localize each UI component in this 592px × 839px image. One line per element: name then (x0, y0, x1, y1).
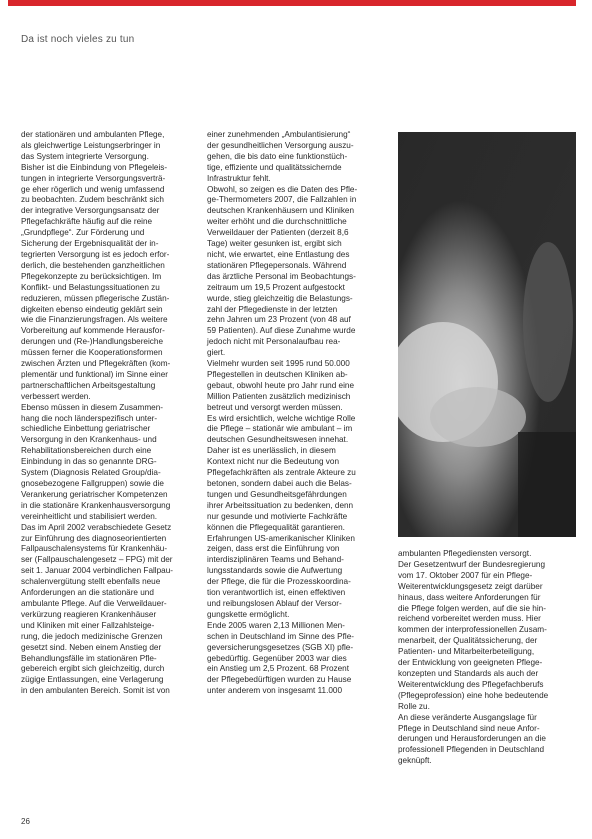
text-column-2: einer zunehmenden „Ambulantisierung“ der gesundheitlichen Versorgung auszu- gehen, die bis dato eine funktionstüch- tige, effiziente und qualitätssichernde Infrastruktur fehlt. Obwohl, so zeigen es die Daten des Pfle- ge-Thermometers 2007, die Fallzahlen in deutschen Krankenhäusern und Kliniken weiter erhöht und die durchschnittliche Verweildauer der Patienten (derzeit 8,6 Tage) weiter gesunken ist, ergibt sich nicht, wie erwartet, eine Entlastung des stationären Pflegepersonals. Während das ärztliche Personal im Beobachtungs- zeitraum um 19,5 Prozent aufgestockt wurde, stieg gleichzeitig die Belastungs- zahl der Pflegedienste in der letzten zehn Jahren um 23 Prozent (von 48 auf 59 Patienten). Auf diese Zunahme wurde jedoch nicht mit Personalaufbau rea- giert. Vielmehr wurden seit 1995 rund 50.000 Pflegestellen in deutschen Kliniken ab- gebaut, obwohl heute pro Jahr rund eine Million Patienten zusätzlich medizinisch betreut und versorgt werden müssen. Es wird ersichtlich, welche wichtige Rolle die Pflege – stationär wie ambulant – im deutschen Gesundheitswesen innehat. Daher ist es unerlässlich, in diesem Kontext nicht nur die Bedeutung von Pflegefachkräften als zentrale Akteure zu betonen, sondern dabei auch die Belas- tungen und Gesundheitsgefährdungen ihrer Arbeitssituation zu bedenken, denn nur gesunde und motivierte Fachkräfte können die Pflegequalität garantieren. Erfahrungen US-amerikanischer Kliniken zeigen, dass erst die Einführung von interdisziplinären Teams und Behand- lungsstandards sowie die Aufwertung der Pflege, die für die Prozesskoordina- tion verantwortlich ist, einen effektiven und reibungslosen Ablauf der Versor- gungskette ermöglicht. Ende 2005 waren 2,13 Millionen Men- schen in Deutschland im Sinne des Pfle- geversicherungsgesetzes (SGB XI) pfle- gebedürftig. Gegenüber 2003 war dies ein Anstieg um 2,5 Prozent. 68 Prozent der Pflegebedürftigen wurden zu Hause unter anderem von insgesamt 11.000 (207, 130, 358, 696)
text-column-1: der stationären und ambulanten Pflege, als gleichwertige Leistungserbringer in das System integrierte Versorgung. Bisher ist die Einbindung von Pflegeleis- tungen in integrierte Versorgungsverträ- ge eher rögerlich und wenig umfassend zu beobachten. Zudem beschränkt sich der integrative Versorgungsansatz der Pflegefachkräfte häufig auf die reine „Grundpflege“. Zur Förderung und Sicherung der Ergebnisqualität der in- tegrierten Versorgung ist es jedoch erfor- derlich, die bestehenden ganzheitlichen Pflegekonzepte zu berücksichtigen. Im Konflikt- und Belastungssituationen zu reduzieren, müssen pflegerische Zustän- digkeiten ebenso eindeutig geklärt sein wie die Finanzierungsfragen. Als weitere Vorbereitung auf kommende Herausfor- derungen und (Re-)Handlungsbereiche müssen ferner die Kooperationsformen zwischen Ärzten und Pflegekräften (kom- plementär und funktional) im Sinne einer partnerschaftlichen Arbeitsgestaltung verbessert werden. Ebenso müssen in diesem Zusammen- hang die noch länderspezifisch unter- schiedliche Einbettung geriatrischer Versorgung in den Krankenhaus- und Rehabilitationsbereichen durch eine Einbindung in das so genannte DRG- System (Diagnosis Related Group/dia- gnosebezogene Fallgruppen) sowie die Verankerung geriatrischer Kompetenzen in die stationäre Krankenhausversorgung vereinheitlicht und stabilisiert werden. Das im April 2002 verabschiedete Gesetz zur Einführung des diagnoseorientierten Fallpauschalensystems für Krankenhäu- ser (Fallpauschalengesetz – FPG) mit der seit 1. Januar 2004 verbindlichen Fallpau- schalenvergütung stellt ebenfalls neue Anforderungen an die stationäre und ambulante Pflege. Auf die Verweildauer- verkürzung reagieren Krankenhäuser und Kliniken mit einer Fallzahlsteige- rung, die jedoch medizinische Grenzen gesetzt sind. Neben einem Anstieg der Behandlungsfälle im stationären Pfle- gebereich ergibt sich gleichzeitig, durch zügige Entlassungen, eine Verlagerung in den ambulanten Bereich. Somit ist von (21, 130, 174, 696)
article-photo (398, 132, 576, 537)
page-number: 26 (21, 817, 30, 826)
header-accent-bar (8, 0, 576, 6)
photo-image (398, 132, 576, 537)
text-column-3: ambulanten Pflegediensten versorgt. Der Gesetzentwurf der Bundesregierung vom 17. Oktober 2007 für ein Pflege- Weiterentwicklungsgesetz zeigt darüber hinaus, dass weitere Anforderungen für die Pflege folgen werden, auf die sie hin- reichend vorbereitet werden muss. Hier kommen der interprofessionellen Zusam- menarbeit, der Qualitätssicherung, der Patienten- und Mitarbeiterbeteiligung, der Entwicklung von geeigneten Pflege- konzepten und Standards als auch der Weiterentwicklung des Pflegefachberufs (Pflegeprofession) eine hohe bedeutende Rolle zu. An diese veränderte Ausgangslage für Pflege in Deutschland sind neue Anfor- derungen und Herausforderungen an die professionell Pflegenden in Deutschland geknüpft. (398, 549, 549, 766)
running-title: Da ist noch vieles zu tun (21, 34, 135, 45)
